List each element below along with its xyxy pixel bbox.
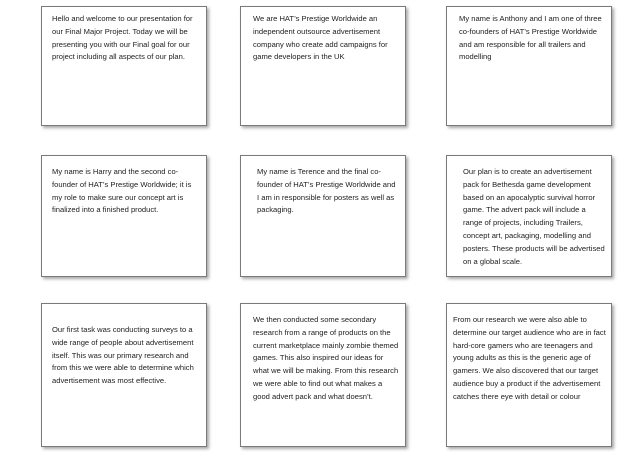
- card-text: From our research we were also able to determine our target audience who are in fact hard-core gamers who are teenagers and young adults as this is the generic age of gamers. We also discovered that our target audience buy a product if the advertisement catches there eye with detail or colour: [453, 315, 606, 401]
- card-text: My name is Harry and the second co-founder of HAT’s Prestige Worldwide; it is my role to make sure our concept art is finalized into a finished product.: [52, 167, 192, 215]
- note-card-secondary-research: [240, 303, 406, 447]
- note-card-terence: [240, 155, 406, 277]
- card-text: We then conducted some secondary research from a range of products on the current marketplace mainly zombie themed games. This also inspired our ideas for what we will be making. From this research we were able to find out what makes a good advert pack and what doesn’t.: [253, 315, 399, 401]
- note-card-surveys: [41, 303, 207, 447]
- card-text: My name is Anthony and I am one of three co-founders of HAT’s Prestige Worldwide and am responsible for all trailers and modelling: [459, 14, 602, 62]
- card-text: We are HAT’s Prestige Worldwide an independent outsource advertisement company who create add campaigns for game developers in the UK: [253, 14, 388, 62]
- note-card-target-audience: [446, 303, 612, 447]
- card-text: Our first task was conducting surveys to a wide range of people about advertisement itself. This was our primary research and from this we were able to determine which advertisement was most effective.: [52, 325, 194, 386]
- card-text: My name is Terence and the final co-founder of HAT’s Prestige Worldwide and I am in responsible for posters as well as packaging.: [257, 167, 396, 215]
- note-card-anthony: [446, 6, 612, 126]
- note-card-plan: [446, 155, 612, 277]
- note-card-harry: [41, 155, 207, 277]
- card-text: Hello and welcome to our presentation for our Final Major Project. Today we will be presenting you with our Final goal for our project including all aspects of our plan.: [52, 14, 193, 62]
- note-card-company-intro: [240, 6, 406, 126]
- card-text: Our plan is to create an advertisement pack for Bethesda game development based on an apocalyptic survival horror game. The advert pack will include a range of projects, including Trailers, concept art, packaging, modelling and posters. These products will be advertised on a global scale.: [463, 167, 605, 266]
- note-card-welcome: [41, 6, 207, 126]
